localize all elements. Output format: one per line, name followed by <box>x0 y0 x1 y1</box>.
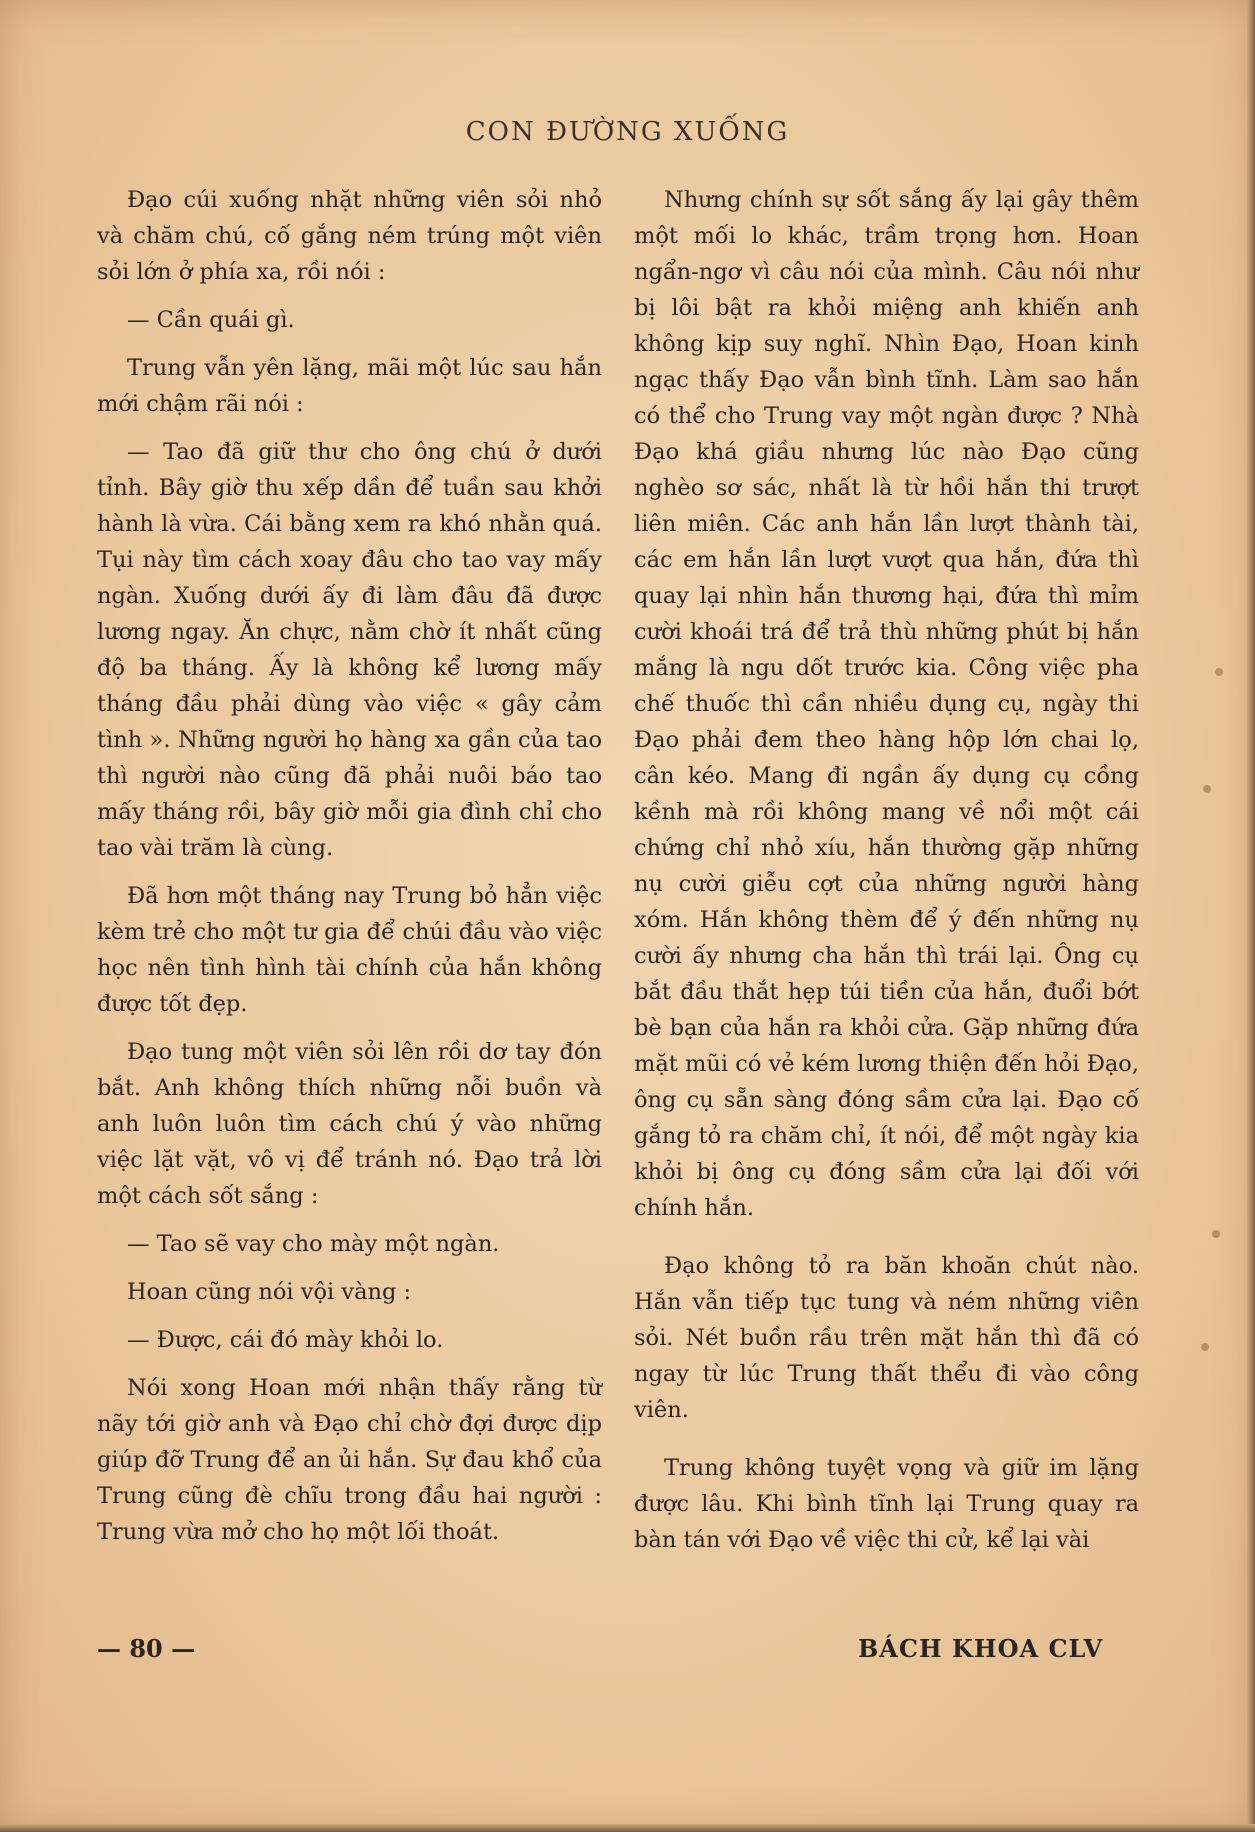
paragraph: Đạo cúi xuống nhặt những viên sỏi nhỏ và chăm chú, cố gắng ném trúng một viên sỏi lớn ở phía xa, rồi nói : <box>97 187 602 285</box>
running-head: CON ĐƯỜNG XUỐNG <box>465 117 790 147</box>
page-edge <box>0 1824 1255 1832</box>
paragraph: Trung không tuyệt vọng và giữ im lặng được lâu. Khi bình tĩnh lại Trung quay ra bàn tán với Đạo về việc thi cử, kể lại vài <box>634 1455 1139 1553</box>
paper-stain <box>1203 785 1211 793</box>
text-column-left <box>97 182 602 1562</box>
paragraph: Nói xong Hoan mới nhận thấy rằng từ nãy tới giờ anh và Đạo chỉ chờ đợi được dịp giúp đỡ Trung để an ủi hắn. Sự đau khổ của Trung cũng đè chĩu trong đầu hai người : Trung vừa mở cho họ một lối thoát. <box>97 1375 602 1545</box>
paragraph: — Tao đã giữ thư cho ông chú ở dưới tỉnh. Bây giờ thu xếp dần để tuần sau khởi hành là vừa. Cái bằng xem ra khó nhằn quá. Tụi này tìm cách xoay đâu cho tao vay mấy ngàn. Xuống dưới ấy đi làm đâu đã được lương ngay. Ăn chực, nằm chờ ít nhất cũng độ ba tháng. Ấy là không kể lương mấy tháng đầu phải dùng vào việc « gây cảm tình ». Những người họ hàng xa gần của tao thì người nào cũng đã phải nuôi báo tao mấy tháng rồi, bây giờ mỗi gia đình chỉ cho tao vài trăm là cùng. <box>97 439 602 861</box>
paragraph: — Cần quái gì. <box>127 307 295 333</box>
paragraph: — Được, cái đó mày khỏi lo. <box>127 1327 444 1353</box>
page-number: — 80 — <box>97 1634 196 1663</box>
magazine-title: BÁCH KHOA CLV <box>858 1634 1104 1663</box>
page-edge <box>1247 0 1255 1832</box>
paper-stain <box>1212 1230 1220 1238</box>
paragraph: Trung vẫn yên lặng, mãi một lúc sau hắn mới chậm rãi nói : <box>97 355 602 417</box>
paragraph: Đạo tung một viên sỏi lên rồi dơ tay đón bắt. Anh không thích những nỗi buồn và anh luôn luôn tìm cách chú ý vào những việc lặt vặt, vô vị để tránh nó. Đạo trả lời một cách sốt sắng : <box>97 1039 602 1209</box>
text-column-right <box>634 182 1139 1570</box>
paragraph: Nhưng chính sự sốt sắng ấy lại gây thêm một mối lo khác, trầm trọng hơn. Hoan ngẩn-ngơ vì câu nói của mình. Câu nói như bị lôi bật ra khỏi miệng anh khiến anh không kịp suy nghĩ. Nhìn Đạo, Hoan kinh ngạc thấy Đạo vẫn bình tĩnh. Làm sao hắn có thể cho Trung vay một ngàn được ? Nhà Đạo khá giầu nhưng lúc nào Đạo cũng nghèo sơ sác, nhất là từ hồi hắn thi trượt liên miên. Các anh hắn lần lượt thành tài, các em hắn lần lượt vượt qua hắn, đứa thì quay lại nhìn hắn thương hại, đứa thì mỉm cười khoái trá để trả thù những phút bị hắn mắng là ngu dốt trước kia. Công việc pha chế thuốc thì cần nhiều dụng cụ, ngày thi Đạo phải đem theo hàng hộp lớn chai lọ, cân kéo. Mang đi ngần ấy dụng cụ cồng kềnh mà rồi không mang về nổi một cái chứng chỉ nhỏ xíu, hắn thường gặp những nụ cười giễu cợt của những người hàng xóm. Hắn không thèm để ý đến những nụ cười ấy nhưng cha hắn thì trái lại. Ông cụ bắt đầu thắt hẹp túi tiền của hắn, đuổi bớt bè bạn của hắn ra khỏi cửa. Gặp những đứa mặt mũi có vẻ kém lương thiện đến hỏi Đạo, ông cụ sẵn sàng đóng sầm cửa lại. Đạo cố gắng tỏ ra chăm chỉ, ít nói, để một ngày kia khỏi bị ông cụ đóng sầm cửa lại đối với chính hắn. <box>634 187 1139 1221</box>
paragraph: Đã hơn một tháng nay Trung bỏ hẳn việc kèm trẻ cho một tư gia để chúi đầu vào việc học nên tình hình tài chính của hắn không được tốt đẹp. <box>97 883 602 1017</box>
paper-stain <box>1201 1343 1209 1351</box>
paragraph: Đạo không tỏ ra băn khoăn chút nào. Hắn vẫn tiếp tục tung và ném những viên sỏi. Nét buồn rầu trên mặt hắn thì đã có ngay từ lúc Trung thất thểu đi vào công viên. <box>634 1253 1139 1423</box>
paragraph: — Tao sẽ vay cho mày một ngàn. <box>127 1231 500 1257</box>
paragraph: Hoan cũng nói vội vàng : <box>127 1279 412 1305</box>
paper-stain <box>1215 668 1223 676</box>
